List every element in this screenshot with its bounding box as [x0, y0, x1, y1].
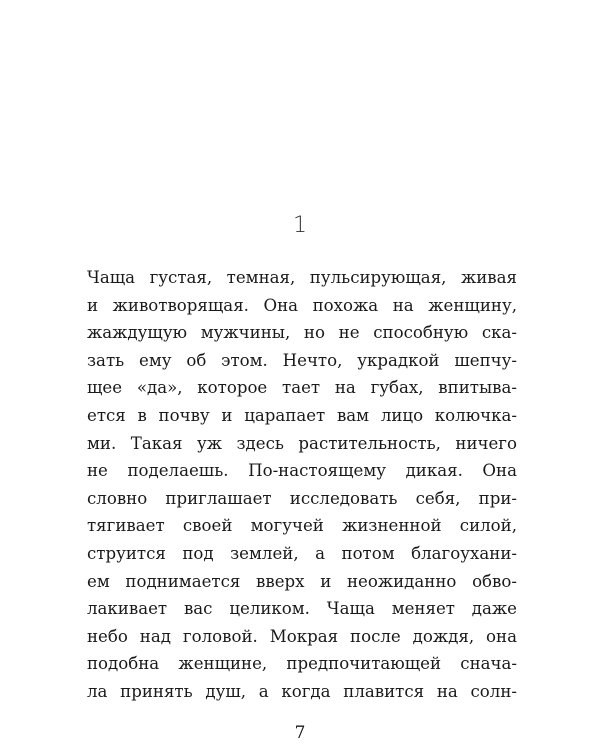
- page-number: 7: [294, 723, 306, 743]
- text-line: струится под землей, а потом благоухани-: [87, 543, 517, 563]
- text-line: щее «да», которое тает на губах, впитыва-: [87, 378, 517, 398]
- text-line: не поделаешь. По-настоящему дикая. Она: [87, 461, 517, 481]
- text-line: словно приглашает исследовать себя, при-: [87, 488, 517, 508]
- text-line: ми. Такая уж здесь растительность, ничего: [87, 433, 517, 453]
- text-line: жаждущую мужчины, но не способную ска-: [87, 323, 517, 343]
- body-text: [87, 264, 517, 706]
- text-line: тягивает своей могучей жизненной силой,: [87, 516, 517, 536]
- text-line: небо над головой. Мокрая после дождя, она: [87, 626, 517, 646]
- text-line: ла принять душ, а когда плавится на солн-: [87, 681, 517, 701]
- text-line: подобна женщине, предпочитающей снача-: [87, 654, 517, 674]
- text-line: ется в почву и царапает вам лицо колючка-: [87, 405, 517, 425]
- text-line: зать ему об этом. Нечто, украдкой шепчу-: [87, 350, 517, 370]
- text-line: Чаща густая, темная, пульсирующая, живая: [87, 268, 517, 287]
- text-line: ем поднимается вверх и неожиданно обво-: [87, 571, 517, 591]
- text-line: и животворящая. Она похожа на женщину,: [87, 295, 517, 315]
- text-line: лакивает вас целиком. Чаща меняет даже: [87, 599, 517, 619]
- chapter-number: 1: [293, 213, 307, 238]
